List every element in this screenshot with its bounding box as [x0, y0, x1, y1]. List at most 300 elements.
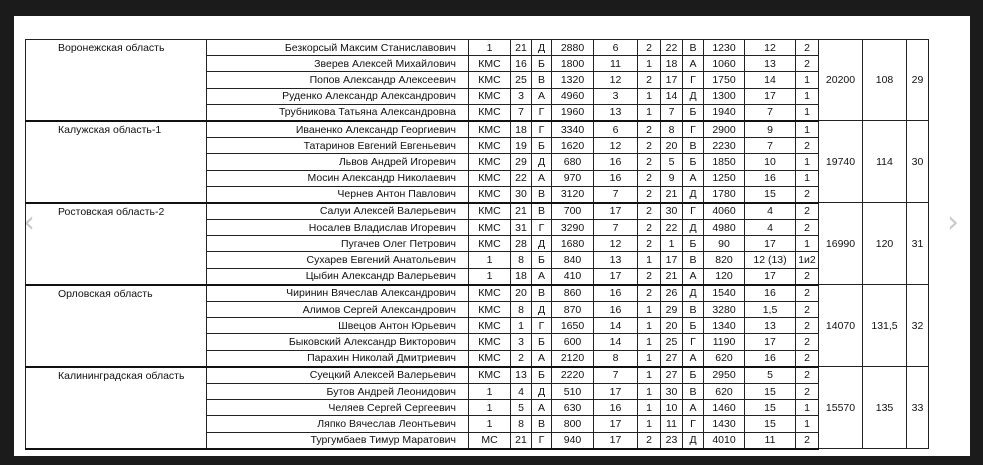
stage2-group: Д	[683, 186, 704, 203]
stage2-points: 620	[704, 350, 745, 367]
stage1-heat: 1	[638, 318, 661, 334]
stage2-group: В	[683, 252, 704, 268]
stage1-points: 860	[552, 285, 594, 302]
stage1-start-number: 18	[511, 268, 532, 285]
region-name: Ростовская область-2	[26, 203, 207, 285]
stage2-group: Г	[683, 416, 704, 432]
stage2-heat: 1	[796, 416, 819, 432]
stage1-group: Б	[532, 56, 552, 72]
athlete-name: Носалев Владислав Игоревич	[207, 220, 469, 236]
stage1-points: 1320	[552, 72, 594, 88]
stage1-place: 16	[594, 154, 638, 170]
region-name: Орловская область	[26, 285, 207, 367]
stage2-place: 17	[745, 236, 796, 252]
athlete-name: Бутов Андрей Леонидович	[207, 383, 469, 399]
athlete-name: Пугачев Олег Петрович	[207, 236, 469, 252]
stage1-place: 8	[594, 350, 638, 367]
previous-page-arrow-icon[interactable]: ‹	[23, 205, 35, 240]
stage1-place: 17	[594, 416, 638, 432]
stage1-place: 12	[594, 236, 638, 252]
stage1-group: А	[532, 400, 552, 416]
stage1-start-number: 7	[511, 104, 532, 121]
stage1-points: 840	[552, 252, 594, 268]
stage1-points: 1620	[552, 138, 594, 154]
stage2-group: А	[683, 56, 704, 72]
athlete-rank: КМС	[469, 104, 511, 121]
stage2-start-number: 18	[661, 56, 683, 72]
team-total-points: 20200	[819, 40, 863, 121]
athlete-name: Безкорсый Максим Станиславович	[207, 40, 469, 56]
stage2-group: Б	[683, 318, 704, 334]
athlete-name: Трубникова Татьяна Александровна	[207, 104, 469, 121]
athlete-rank: 1	[469, 416, 511, 432]
stage1-group: Б	[532, 252, 552, 268]
stage2-group: Б	[683, 104, 704, 121]
stage1-heat: 1	[638, 383, 661, 399]
stage2-place: 1,5	[745, 302, 796, 318]
athlete-name: Быковский Александр Викторович	[207, 334, 469, 350]
stage2-points: 1460	[704, 400, 745, 416]
stage2-start-number: 25	[661, 334, 683, 350]
stage1-place: 16	[594, 285, 638, 302]
stage1-start-number: 21	[511, 203, 532, 220]
stage2-start-number: 9	[661, 170, 683, 186]
stage1-heat: 1	[638, 88, 661, 104]
athlete-rank: КМС	[469, 154, 511, 170]
stage1-start-number: 3	[511, 88, 532, 104]
stage2-points: 120	[704, 268, 745, 285]
stage1-points: 1680	[552, 236, 594, 252]
athlete-name: Ляпко Вячеслав Леонтьевич	[207, 416, 469, 432]
stage2-place: 17	[745, 334, 796, 350]
stage1-points: 2880	[552, 40, 594, 56]
stage1-place: 17	[594, 203, 638, 220]
stage1-start-number: 25	[511, 72, 532, 88]
stage2-place: 16	[745, 285, 796, 302]
stage1-heat: 1	[638, 334, 661, 350]
stage1-start-number: 20	[511, 285, 532, 302]
athlete-rank: КМС	[469, 121, 511, 138]
athlete-name: Чиринин Вячеслав Александрович	[207, 285, 469, 302]
athlete-name: Иваненко Александр Георгиевич	[207, 121, 469, 138]
stage1-place: 17	[594, 268, 638, 285]
stage2-group: Б	[683, 154, 704, 170]
stage2-start-number: 29	[661, 302, 683, 318]
athlete-rank: 1	[469, 40, 511, 56]
stage2-group: Д	[683, 88, 704, 104]
stage2-points: 1250	[704, 170, 745, 186]
stage1-place: 14	[594, 318, 638, 334]
stage1-heat: 2	[638, 186, 661, 203]
stage2-place: 15	[745, 416, 796, 432]
athlete-rank: КМС	[469, 170, 511, 186]
athlete-rank: 1	[469, 400, 511, 416]
stage2-group: Г	[683, 334, 704, 350]
region-name: Воронежская область	[26, 40, 207, 121]
stage2-start-number: 5	[661, 154, 683, 170]
stage1-points: 600	[552, 334, 594, 350]
stage2-group: А	[683, 170, 704, 186]
stage2-points: 1300	[704, 88, 745, 104]
athlete-rank: КМС	[469, 56, 511, 72]
stage2-points: 2950	[704, 367, 745, 384]
stage2-place: 4	[745, 220, 796, 236]
stage1-points: 970	[552, 170, 594, 186]
stage1-group: В	[532, 72, 552, 88]
stage1-start-number: 3	[511, 334, 532, 350]
stage2-points: 820	[704, 252, 745, 268]
athlete-rank: КМС	[469, 220, 511, 236]
athlete-name: Цыбин Александр Валерьевич	[207, 268, 469, 285]
stage2-place: 4	[745, 203, 796, 220]
stage1-start-number: 29	[511, 154, 532, 170]
stage1-start-number: 2	[511, 350, 532, 367]
table-row	[26, 203, 929, 220]
stage1-heat: 2	[638, 203, 661, 220]
stage1-heat: 1	[638, 400, 661, 416]
stage1-place: 17	[594, 432, 638, 449]
stage2-start-number: 21	[661, 268, 683, 285]
stage1-group: Б	[532, 138, 552, 154]
stage1-group: Г	[532, 432, 552, 449]
stage1-heat: 2	[638, 268, 661, 285]
stage2-heat: 1	[796, 170, 819, 186]
stage2-place: 17	[745, 88, 796, 104]
stage2-group: В	[683, 302, 704, 318]
stage1-points: 1960	[552, 104, 594, 121]
stage2-heat: 1	[796, 104, 819, 121]
stage2-group: Б	[683, 236, 704, 252]
stage2-points: 1190	[704, 334, 745, 350]
stage2-place: 10	[745, 154, 796, 170]
stage2-place: 12	[745, 40, 796, 56]
stage1-place: 7	[594, 186, 638, 203]
stage2-heat: 1	[796, 88, 819, 104]
stage2-start-number: 1	[661, 236, 683, 252]
stage1-heat: 2	[638, 432, 661, 449]
stage1-place: 11	[594, 56, 638, 72]
stage1-place: 7	[594, 220, 638, 236]
athlete-rank: КМС	[469, 203, 511, 220]
results-table	[25, 39, 929, 450]
stage1-points: 1650	[552, 318, 594, 334]
team-score: 108	[863, 40, 907, 121]
athlete-name: Челяев Сергей Сергеевич	[207, 400, 469, 416]
stage2-points: 1230	[704, 40, 745, 56]
athlete-name: Львов Андрей Игоревич	[207, 154, 469, 170]
stage1-points: 3120	[552, 186, 594, 203]
stage2-place: 7	[745, 104, 796, 121]
stage2-heat: 2	[796, 285, 819, 302]
stage2-heat: 2	[796, 220, 819, 236]
stage1-place: 3	[594, 88, 638, 104]
athlete-name: Швецов Антон Юрьевич	[207, 318, 469, 334]
athlete-name: Чернев Антон Павлович	[207, 186, 469, 203]
stage1-heat: 2	[638, 154, 661, 170]
stage1-heat: 1	[638, 350, 661, 367]
stage1-group: Г	[532, 104, 552, 121]
athlete-rank: КМС	[469, 302, 511, 318]
stage2-group: В	[683, 40, 704, 56]
stage1-group: Д	[532, 236, 552, 252]
stage1-place: 7	[594, 367, 638, 384]
stage2-points: 4060	[704, 203, 745, 220]
stage1-start-number: 1	[511, 318, 532, 334]
stage2-heat: 2	[796, 302, 819, 318]
stage1-group: Д	[532, 383, 552, 399]
stage1-heat: 2	[638, 285, 661, 302]
stage1-group: А	[532, 88, 552, 104]
stage2-start-number: 22	[661, 220, 683, 236]
stage2-heat: 1и2	[796, 252, 819, 268]
stage2-points: 1060	[704, 56, 745, 72]
stage1-start-number: 13	[511, 367, 532, 384]
next-page-arrow-icon[interactable]: ›	[947, 205, 959, 240]
stage1-group: Г	[532, 220, 552, 236]
stage1-group: В	[532, 285, 552, 302]
stage2-place: 5	[745, 367, 796, 384]
team-score: 131,5	[863, 285, 907, 367]
region-name: Калининградская область	[26, 367, 207, 449]
stage1-heat: 2	[638, 170, 661, 186]
stage2-points: 2900	[704, 121, 745, 138]
stage2-heat: 1	[796, 154, 819, 170]
stage2-heat: 2	[796, 350, 819, 367]
stage1-points: 510	[552, 383, 594, 399]
athlete-rank: КМС	[469, 367, 511, 384]
stage1-start-number: 21	[511, 432, 532, 449]
stage1-group: Д	[532, 302, 552, 318]
stage1-start-number: 4	[511, 383, 532, 399]
athlete-rank: МС	[469, 432, 511, 449]
stage1-points: 2120	[552, 350, 594, 367]
stage1-group: Д	[532, 40, 552, 56]
table-row	[26, 285, 929, 302]
athlete-rank: КМС	[469, 285, 511, 302]
athlete-name: Суецкий Алексей Валерьевич	[207, 367, 469, 384]
stage1-start-number: 31	[511, 220, 532, 236]
stage1-heat: 1	[638, 367, 661, 384]
stage2-heat: 2	[796, 318, 819, 334]
stage2-start-number: 30	[661, 383, 683, 399]
stage2-group: Д	[683, 432, 704, 449]
stage2-place: 16	[745, 170, 796, 186]
stage2-heat: 2	[796, 432, 819, 449]
stage1-group: Г	[532, 318, 552, 334]
stage1-group: Б	[532, 334, 552, 350]
stage2-place: 15	[745, 383, 796, 399]
stage2-points: 4980	[704, 220, 745, 236]
stage1-place: 6	[594, 40, 638, 56]
stage1-place: 14	[594, 334, 638, 350]
stage2-start-number: 26	[661, 285, 683, 302]
stage2-start-number: 10	[661, 400, 683, 416]
athlete-rank: КМС	[469, 88, 511, 104]
stage1-place: 6	[594, 121, 638, 138]
stage2-group: А	[683, 268, 704, 285]
stage2-heat: 2	[796, 40, 819, 56]
stage2-place: 16	[745, 350, 796, 367]
stage2-group: Д	[683, 285, 704, 302]
stage1-place: 16	[594, 302, 638, 318]
stage1-heat: 2	[638, 220, 661, 236]
stage1-heat: 1	[638, 252, 661, 268]
stage1-points: 4960	[552, 88, 594, 104]
stage2-start-number: 8	[661, 121, 683, 138]
athlete-rank: КМС	[469, 138, 511, 154]
stage1-group: А	[532, 350, 552, 367]
stage1-group: В	[532, 416, 552, 432]
team-place: 30	[907, 121, 929, 203]
stage2-heat: 1	[796, 121, 819, 138]
athlete-name: Руденко Александр Александрович	[207, 88, 469, 104]
stage1-heat: 2	[638, 138, 661, 154]
stage1-start-number: 19	[511, 138, 532, 154]
stage1-heat: 2	[638, 72, 661, 88]
stage2-place: 11	[745, 432, 796, 449]
team-score: 135	[863, 367, 907, 449]
team-score: 114	[863, 121, 907, 203]
stage2-start-number: 22	[661, 40, 683, 56]
stage1-points: 680	[552, 154, 594, 170]
stage2-place: 15	[745, 186, 796, 203]
stage2-start-number: 27	[661, 367, 683, 384]
stage2-points: 1780	[704, 186, 745, 203]
stage2-heat: 2	[796, 383, 819, 399]
stage1-points: 410	[552, 268, 594, 285]
table-row	[26, 367, 929, 384]
stage1-heat: 1	[638, 56, 661, 72]
stage2-points: 1430	[704, 416, 745, 432]
stage1-place: 12	[594, 72, 638, 88]
stage1-heat: 2	[638, 236, 661, 252]
stage2-place: 9	[745, 121, 796, 138]
stage2-group: А	[683, 350, 704, 367]
athlete-rank: 1	[469, 252, 511, 268]
stage2-heat: 2	[796, 138, 819, 154]
results-table-body	[26, 40, 929, 449]
stage1-start-number: 22	[511, 170, 532, 186]
athlete-rank: КМС	[469, 334, 511, 350]
stage2-points: 4010	[704, 432, 745, 449]
stage1-group: Б	[532, 367, 552, 384]
athlete-name: Сухарев Евгений Анатольевич	[207, 252, 469, 268]
stage2-place: 17	[745, 268, 796, 285]
stage1-place: 12	[594, 138, 638, 154]
stage2-points: 90	[704, 236, 745, 252]
stage1-start-number: 5	[511, 400, 532, 416]
stage1-heat: 1	[638, 104, 661, 121]
stage2-start-number: 23	[661, 432, 683, 449]
stage1-heat: 1	[638, 416, 661, 432]
stage2-place: 13	[745, 318, 796, 334]
stage1-start-number: 8	[511, 302, 532, 318]
athlete-name: Татаринов Евгений Евгеньевич	[207, 138, 469, 154]
stage2-start-number: 20	[661, 318, 683, 334]
team-place: 29	[907, 40, 929, 121]
stage2-place: 15	[745, 400, 796, 416]
stage1-points: 630	[552, 400, 594, 416]
athlete-name: Мосин Александр Николаевич	[207, 170, 469, 186]
stage1-place: 17	[594, 383, 638, 399]
stage2-heat: 2	[796, 367, 819, 384]
stage1-group: Д	[532, 154, 552, 170]
stage1-place: 16	[594, 400, 638, 416]
stage2-group: Г	[683, 72, 704, 88]
stage2-heat: 2	[796, 334, 819, 350]
athlete-name: Алимов Сергей Александрович	[207, 302, 469, 318]
stage2-start-number: 7	[661, 104, 683, 121]
stage1-start-number: 8	[511, 252, 532, 268]
stage2-group: В	[683, 138, 704, 154]
stage2-points: 620	[704, 383, 745, 399]
stage2-start-number: 21	[661, 186, 683, 203]
athlete-rank: КМС	[469, 186, 511, 203]
stage2-group: Д	[683, 220, 704, 236]
athlete-rank: 1	[469, 383, 511, 399]
athlete-rank: КМС	[469, 318, 511, 334]
stage2-group: Г	[683, 121, 704, 138]
stage2-start-number: 20	[661, 138, 683, 154]
stage2-start-number: 17	[661, 72, 683, 88]
stage2-group: Г	[683, 203, 704, 220]
athlete-name: Парахин Николай Дмитриевич	[207, 350, 469, 367]
stage2-points: 1340	[704, 318, 745, 334]
stage1-points: 3340	[552, 121, 594, 138]
stage2-points: 3280	[704, 302, 745, 318]
team-score: 120	[863, 203, 907, 285]
stage1-start-number: 8	[511, 416, 532, 432]
stage1-group: А	[532, 170, 552, 186]
stage2-heat: 2	[796, 186, 819, 203]
stage1-group: Г	[532, 121, 552, 138]
athlete-rank: 1	[469, 268, 511, 285]
stage1-start-number: 18	[511, 121, 532, 138]
stage2-points: 1850	[704, 154, 745, 170]
stage2-points: 1540	[704, 285, 745, 302]
stage2-heat: 2	[796, 56, 819, 72]
stage2-start-number: 17	[661, 252, 683, 268]
stage2-group: В	[683, 383, 704, 399]
stage1-heat: 1	[638, 302, 661, 318]
stage2-heat: 2	[796, 268, 819, 285]
athlete-name: Салуи Алексей Валерьевич	[207, 203, 469, 220]
stage1-place: 16	[594, 170, 638, 186]
stage1-points: 2220	[552, 367, 594, 384]
stage2-points: 2230	[704, 138, 745, 154]
stage1-place: 13	[594, 252, 638, 268]
stage1-group: А	[532, 268, 552, 285]
stage1-points: 870	[552, 302, 594, 318]
stage1-points: 940	[552, 432, 594, 449]
stage2-group: А	[683, 400, 704, 416]
stage2-heat: 1	[796, 72, 819, 88]
stage1-start-number: 28	[511, 236, 532, 252]
athlete-name: Зверев Алексей Михайлович	[207, 56, 469, 72]
team-total-points: 15570	[819, 367, 863, 449]
team-total-points: 19740	[819, 121, 863, 203]
team-place: 33	[907, 367, 929, 449]
stage1-group: В	[532, 186, 552, 203]
stage1-points: 800	[552, 416, 594, 432]
stage1-group: В	[532, 203, 552, 220]
stage1-heat: 2	[638, 121, 661, 138]
team-place: 32	[907, 285, 929, 367]
stage1-heat: 2	[638, 40, 661, 56]
stage2-heat: 1	[796, 400, 819, 416]
team-total-points: 14070	[819, 285, 863, 367]
stage1-place: 13	[594, 104, 638, 121]
